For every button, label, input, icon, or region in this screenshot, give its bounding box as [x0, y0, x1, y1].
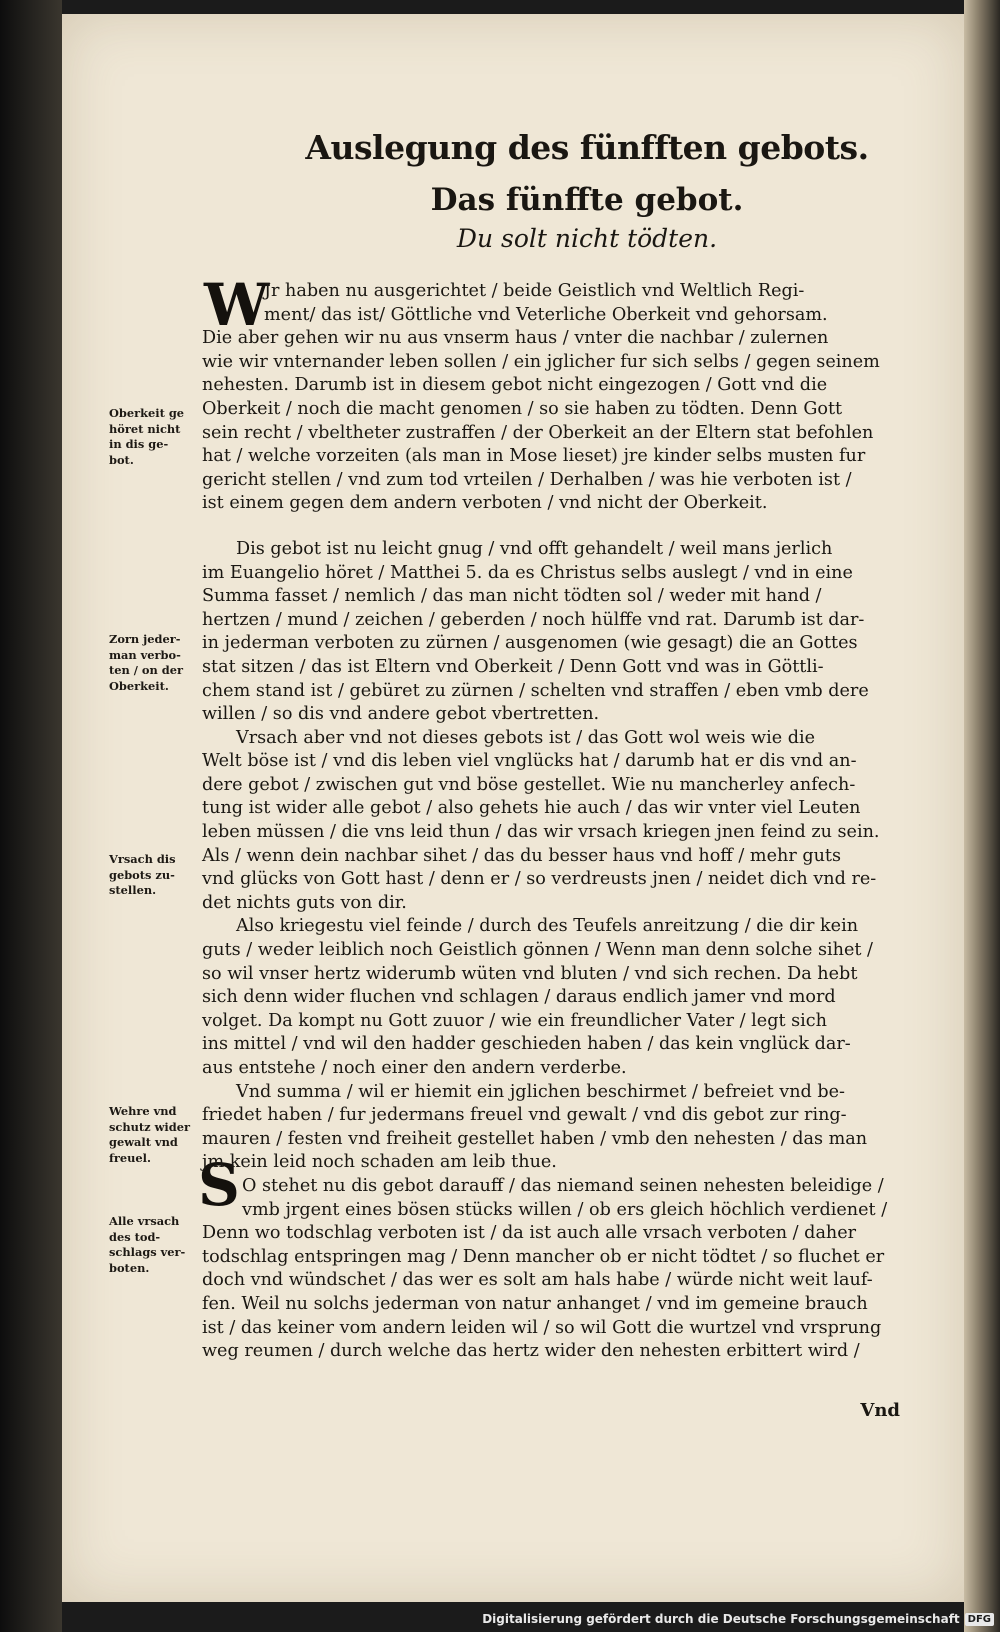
catchword: Vnd: [860, 1400, 900, 1421]
page-title: Auslegung des fünfften gebots.: [305, 128, 869, 167]
text-line: Vnd summa / wil er hiemit ein jglichen beschirmet / befreiet vnd be-: [236, 1081, 845, 1102]
text-line: Jr haben nu ausgerichtet / beide Geistlich vnd Weltlich Regi-: [264, 281, 805, 301]
dfg-logo-icon: DFG: [965, 1613, 994, 1626]
text-line: det nichts guts von dir.: [202, 892, 407, 913]
paragraph-5: [202, 1081, 992, 1175]
text-line: mauren / festen vnd freiheit gestellet haben / vmb den nehesten / das man: [202, 1128, 868, 1149]
body-text: [202, 280, 992, 1364]
text-line: chem stand ist / gebüret zu zürnen / schelten vnd straffen / eben vmb dere: [202, 680, 869, 701]
text-line: jm kein leid noch schaden am leib thue.: [202, 1152, 557, 1173]
text-line: Vrsach aber vnd not dieses gebots ist / das Gott wol weis wie die: [236, 727, 816, 748]
margin-note-todschlag: Alle vrsach des tod- schlags ver- boten.: [109, 1214, 186, 1275]
text-line: stat sitzen / das ist Eltern vnd Oberkeit / Denn Gott vnd was in Göttli-: [202, 656, 824, 677]
paragraph-2: [202, 538, 992, 727]
text-line: hertzen / mund / zeichen / geberden / noch hülffe vnd rat. Darumb ist dar-: [202, 609, 865, 630]
text-line: dere gebot / zwischen gut vnd böse gestellet. Wie nu mancherley anfech-: [202, 774, 856, 795]
text-line: vnd glücks von Gott hast / denn er / so verdreusts jnen / neidet dich vnd re-: [202, 869, 877, 890]
text-line: in jederman verboten zu zürnen / ausgenomen (wie gesagt) die an Gottes: [202, 633, 858, 654]
text-line: willen / so dis vnd andere gebot vbertretten.: [202, 704, 600, 725]
text-line: friedet haben / fur jedermans freuel vnd gewalt / vnd dis gebot zur ring-: [202, 1105, 847, 1126]
text-line: sein recht / vbeltheter zustraffen / der Oberkeit an der Eltern stat befohlen: [202, 422, 874, 443]
book-page: [62, 14, 964, 1602]
text-line: ist einem gegen dem andern verboten / vnd nicht der Oberkeit.: [202, 493, 768, 514]
text-line: weg reumen / durch welche das hertz wider den nehesten erbittert wird /: [202, 1341, 860, 1362]
text-line: volget. Da kompt nu Gott zuuor / wie ein freundlicher Vater / legt sich: [202, 1010, 827, 1031]
text-line: so wil vnser hertz widerumb wüten vnd bluten / vnd sich rechen. Da hebt: [202, 963, 858, 984]
text-line: Die aber gehen wir nu aus vnserm haus / vnter die nachbar / zulernen: [202, 328, 829, 349]
text-line: im Euangelio höret / Matthei 5. da es Christus selbs auslegt / vnd in eine: [202, 562, 853, 583]
margin-note-vrsach: Vrsach dis gebots zu- stellen.: [109, 852, 176, 898]
text-line: Welt böse ist / vnd dis leben viel vnglücks hat / darumb hat er dis vnd an-: [202, 751, 857, 772]
text-line: fen. Weil nu solchs jederman von natur anhanget / vnd im gemeine brauch: [202, 1293, 868, 1314]
text-line: wie wir vnternander leben sollen / ein jglicher fur sich selbs / gegen seinem: [202, 351, 880, 372]
text-line: Also kriegestu viel feinde / durch des Teufels anreitzung / die dir kein: [236, 916, 859, 937]
text-line: gericht stellen / vnd zum tod vrteilen / Derhalben / was hie verboten ist /: [202, 469, 852, 490]
text-line: Als / wenn dein nachbar sihet / das du besser haus vnd hoff / mehr guts: [202, 845, 842, 866]
text-line: nehesten. Darumb ist in diesem gebot nicht eingezogen / Gott vnd die: [202, 375, 828, 396]
page-subtitle: Das fünffte gebot.: [430, 182, 744, 218]
text-line: O stehet nu dis gebot darauff / das niemand seinen nehesten beleidige /: [242, 1175, 884, 1196]
text-line: doch vnd wündschet / das wer es solt am hals habe / würde nicht weit lauf-: [202, 1270, 873, 1291]
paragraph-6: [202, 1175, 992, 1364]
paragraph-1: [202, 280, 992, 516]
paragraph-4: [202, 915, 992, 1080]
paragraph-3: [202, 727, 992, 916]
text-line: todschlag entspringen mag / Denn mancher ob er nicht tödtet / so fluchet er: [202, 1246, 885, 1267]
footer-text: Digitalisierung gefördert durch die Deutsche Forschungsgemeinschaft: [482, 1612, 960, 1626]
digitization-footer: [482, 1612, 994, 1626]
text-line: Summa fasset / nemlich / das man nicht tödten sol / weder mit hand /: [202, 586, 822, 607]
margin-note-zorn: Zorn jeder- man verbo- ten / on der Oberkeit.: [109, 632, 183, 693]
dropcap-s: S: [198, 1151, 240, 1219]
book-gutter: [0, 0, 62, 1632]
text-line: guts / weder leiblich noch Geistlich gönnen / Wenn man denn solche sihet /: [202, 940, 873, 961]
text-line: ins mittel / vnd wil den hadder geschieden haben / das kein vnglück dar-: [202, 1034, 851, 1055]
commandment-text: Du solt nicht tödten.: [456, 224, 718, 253]
text-line: aus entstehe / noch einer den andern verderbe.: [202, 1058, 627, 1078]
margin-note-wehre: Wehre vnd schutz wider gewalt vnd freuel.: [109, 1104, 190, 1165]
text-line: Oberkeit / noch die macht genomen / so sie haben zu tödten. Denn Gott: [202, 398, 843, 419]
text-line: hat / welche vorzeiten (als man in Mose lieset) jre kinder selbs musten fur: [202, 446, 866, 467]
text-line: tung ist wider alle gebot / also gehets hie auch / das wir vnter viel Leuten: [202, 798, 861, 819]
text-line: Dis gebot ist nu leicht gnug / vnd offt gehandelt / weil mans jerlich: [236, 538, 833, 559]
text-line: Denn wo todschlag verboten ist / da ist auch alle vrsach verboten / daher: [202, 1223, 857, 1244]
text-line: leben müssen / die vns leid thun / das wir vrsach kriegen jnen feind zu sein.: [202, 822, 880, 843]
text-line: ment/ das ist/ Göttliche vnd Veterliche Oberkeit vnd gehorsam.: [264, 304, 828, 325]
margin-note-oberkeit: Oberkeit ge höret nicht in dis ge- bot.: [109, 406, 185, 467]
dropcap-w: W: [204, 271, 270, 339]
text-line: ist / das keiner vom andern leiden wil / so wil Gott die wurtzel vnd vrsprung: [202, 1317, 882, 1338]
text-line: vmb jrgent eines bösen stücks willen / ob ers gleich höchlich verdienet /: [242, 1199, 888, 1220]
text-line: sich denn wider fluchen vnd schlagen / daraus endlich jamer vnd mord: [202, 987, 836, 1008]
